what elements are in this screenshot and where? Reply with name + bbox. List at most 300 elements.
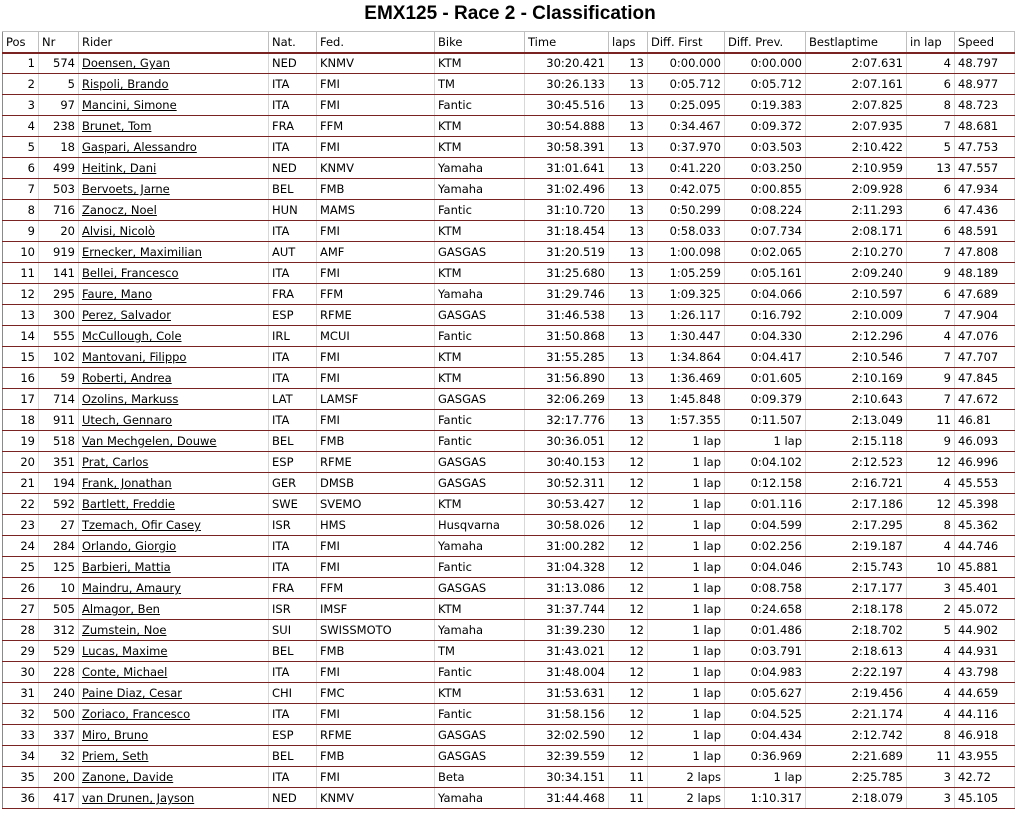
cell-diff-prev: 0:04.102 xyxy=(725,452,806,473)
cell-time: 30:58.026 xyxy=(525,515,609,536)
cell-nr: 505 xyxy=(39,599,79,620)
cell-bestlaptime: 2:09.240 xyxy=(806,263,907,284)
cell-bestlaptime: 2:16.721 xyxy=(806,473,907,494)
cell-pos: 36 xyxy=(3,788,39,809)
table-row xyxy=(3,179,1015,200)
table-row xyxy=(3,242,1015,263)
rider-link[interactable]: Ozolins, Markuss xyxy=(79,389,269,410)
cell-nr: 240 xyxy=(39,683,79,704)
cell-time: 31:00.282 xyxy=(525,536,609,557)
cell-time: 31:25.680 xyxy=(525,263,609,284)
cell-nat: ITA xyxy=(269,74,317,95)
cell-diff-first: 0:25.095 xyxy=(648,95,725,116)
cell-diff-first: 1 lap xyxy=(648,494,725,515)
cell-pos: 19 xyxy=(3,431,39,452)
cell-time: 31:18.454 xyxy=(525,221,609,242)
rider-link[interactable]: Gaspari, Alessandro xyxy=(79,137,269,158)
cell-diff-first: 1 lap xyxy=(648,704,725,725)
cell-nr: 141 xyxy=(39,263,79,284)
cell-in-lap: 3 xyxy=(907,578,955,599)
cell-bike: Fantic xyxy=(435,431,525,452)
cell-in-lap: 4 xyxy=(907,53,955,74)
cell-bike: KTM xyxy=(435,599,525,620)
cell-bike: GASGAS xyxy=(435,578,525,599)
cell-bestlaptime: 2:21.174 xyxy=(806,704,907,725)
cell-fed: FMI xyxy=(317,95,435,116)
cell-nat: ITA xyxy=(269,410,317,431)
cell-laps: 13 xyxy=(609,347,648,368)
cell-laps: 12 xyxy=(609,599,648,620)
cell-diff-prev: 0:09.372 xyxy=(725,116,806,137)
table-row xyxy=(3,536,1015,557)
cell-diff-first: 1 lap xyxy=(648,620,725,641)
cell-laps: 13 xyxy=(609,389,648,410)
cell-nat: ITA xyxy=(269,557,317,578)
table-row xyxy=(3,599,1015,620)
rider-link[interactable]: Roberti, Andrea xyxy=(79,368,269,389)
cell-nat: ESP xyxy=(269,305,317,326)
cell-bestlaptime: 2:18.178 xyxy=(806,599,907,620)
cell-bike: KTM xyxy=(435,683,525,704)
cell-nr: 125 xyxy=(39,557,79,578)
rider-link[interactable]: Doensen, Gyan xyxy=(79,53,269,74)
cell-nr: 295 xyxy=(39,284,79,305)
cell-diff-prev: 0:02.065 xyxy=(725,242,806,263)
cell-speed: 46.996 xyxy=(955,452,1015,473)
cell-pos: 7 xyxy=(3,179,39,200)
cell-nat: ITA xyxy=(269,536,317,557)
cell-nat: CHI xyxy=(269,683,317,704)
cell-laps: 13 xyxy=(609,116,648,137)
cell-laps: 13 xyxy=(609,179,648,200)
table-row xyxy=(3,788,1015,809)
table-row xyxy=(3,305,1015,326)
cell-fed: AMF xyxy=(317,242,435,263)
cell-nat: AUT xyxy=(269,242,317,263)
cell-nat: ISR xyxy=(269,515,317,536)
cell-in-lap: 3 xyxy=(907,788,955,809)
cell-pos: 26 xyxy=(3,578,39,599)
cell-diff-first: 1 lap xyxy=(648,431,725,452)
cell-in-lap: 4 xyxy=(907,683,955,704)
table-row xyxy=(3,662,1015,683)
cell-pos: 10 xyxy=(3,242,39,263)
cell-time: 31:44.468 xyxy=(525,788,609,809)
cell-time: 31:58.156 xyxy=(525,704,609,725)
rider-link[interactable]: Mancini, Simone xyxy=(79,95,269,116)
rider-link[interactable]: Almagor, Ben xyxy=(79,599,269,620)
cell-bike: TM xyxy=(435,74,525,95)
cell-fed: RFME xyxy=(317,305,435,326)
cell-laps: 13 xyxy=(609,137,648,158)
cell-fed: HMS xyxy=(317,515,435,536)
cell-diff-prev: 0:01.116 xyxy=(725,494,806,515)
cell-pos: 20 xyxy=(3,452,39,473)
cell-fed: IMSF xyxy=(317,599,435,620)
cell-laps: 12 xyxy=(609,746,648,767)
cell-nr: 337 xyxy=(39,725,79,746)
cell-diff-first: 1 lap xyxy=(648,725,725,746)
cell-diff-prev: 0:04.434 xyxy=(725,725,806,746)
cell-in-lap: 9 xyxy=(907,368,955,389)
cell-bike: KTM xyxy=(435,116,525,137)
cell-pos: 5 xyxy=(3,137,39,158)
table-row xyxy=(3,767,1015,788)
cell-bike: GASGAS xyxy=(435,305,525,326)
rider-link[interactable]: Frank, Jonathan xyxy=(79,473,269,494)
cell-nat: ESP xyxy=(269,452,317,473)
cell-bestlaptime: 2:25.785 xyxy=(806,767,907,788)
cell-bike: Husqvarna xyxy=(435,515,525,536)
cell-speed: 45.362 xyxy=(955,515,1015,536)
cell-bestlaptime: 2:17.177 xyxy=(806,578,907,599)
table-row xyxy=(3,200,1015,221)
cell-pos: 14 xyxy=(3,326,39,347)
cell-bike: GASGAS xyxy=(435,746,525,767)
cell-fed: FMI xyxy=(317,536,435,557)
cell-pos: 28 xyxy=(3,620,39,641)
cell-time: 30:34.151 xyxy=(525,767,609,788)
cell-bestlaptime: 2:18.702 xyxy=(806,620,907,641)
cell-time: 31:20.519 xyxy=(525,242,609,263)
column-header-in-lap: in lap xyxy=(907,32,955,53)
cell-bestlaptime: 2:10.597 xyxy=(806,284,907,305)
cell-pos: 33 xyxy=(3,725,39,746)
cell-nat: HUN xyxy=(269,200,317,221)
cell-laps: 12 xyxy=(609,473,648,494)
cell-pos: 3 xyxy=(3,95,39,116)
table-body xyxy=(3,53,1015,809)
rider-link[interactable]: Faure, Mano xyxy=(79,284,269,305)
cell-bestlaptime: 2:10.546 xyxy=(806,347,907,368)
cell-pos: 16 xyxy=(3,368,39,389)
cell-in-lap: 10 xyxy=(907,557,955,578)
cell-nr: 194 xyxy=(39,473,79,494)
cell-diff-first: 1 lap xyxy=(648,515,725,536)
cell-in-lap: 13 xyxy=(907,158,955,179)
cell-bike: Yamaha xyxy=(435,179,525,200)
cell-diff-first: 0:41.220 xyxy=(648,158,725,179)
cell-nat: ISR xyxy=(269,599,317,620)
cell-laps: 13 xyxy=(609,263,648,284)
page-title: EMX125 - Race 2 - Classification xyxy=(364,3,656,24)
classification-table xyxy=(2,31,1015,809)
rider-link[interactable]: Orlando, Giorgio xyxy=(79,536,269,557)
cell-nr: 10 xyxy=(39,578,79,599)
cell-diff-prev: 0:00.000 xyxy=(725,53,806,74)
cell-diff-first: 0:37.970 xyxy=(648,137,725,158)
cell-bestlaptime: 2:10.270 xyxy=(806,242,907,263)
rider-link[interactable]: Barbieri, Mattia xyxy=(79,557,269,578)
cell-laps: 12 xyxy=(609,431,648,452)
cell-laps: 11 xyxy=(609,767,648,788)
cell-speed: 47.076 xyxy=(955,326,1015,347)
cell-diff-first: 0:34.467 xyxy=(648,116,725,137)
table-row xyxy=(3,557,1015,578)
rider-link[interactable]: Paine Diaz, Cesar xyxy=(79,683,269,704)
cell-laps: 12 xyxy=(609,557,648,578)
cell-speed: 47.753 xyxy=(955,137,1015,158)
column-header-pos: Pos xyxy=(3,32,39,53)
rider-link[interactable]: Ernecker, Maximilian xyxy=(79,242,269,263)
rider-link[interactable]: Zumstein, Noe xyxy=(79,620,269,641)
cell-bestlaptime: 2:13.049 xyxy=(806,410,907,431)
cell-in-lap: 4 xyxy=(907,326,955,347)
cell-fed: DMSB xyxy=(317,473,435,494)
cell-diff-first: 1:00.098 xyxy=(648,242,725,263)
cell-nat: ITA xyxy=(269,767,317,788)
cell-diff-prev: 0:00.855 xyxy=(725,179,806,200)
cell-speed: 44.659 xyxy=(955,683,1015,704)
table-row xyxy=(3,284,1015,305)
cell-laps: 13 xyxy=(609,284,648,305)
rider-link[interactable]: Prat, Carlos xyxy=(79,452,269,473)
rider-link[interactable]: Priem, Seth xyxy=(79,746,269,767)
cell-in-lap: 11 xyxy=(907,410,955,431)
cell-diff-prev: 0:03.503 xyxy=(725,137,806,158)
rider-link[interactable]: Maindru, Amaury xyxy=(79,578,269,599)
cell-speed: 45.398 xyxy=(955,494,1015,515)
cell-nr: 18 xyxy=(39,137,79,158)
cell-in-lap: 7 xyxy=(907,242,955,263)
cell-in-lap: 5 xyxy=(907,620,955,641)
cell-diff-first: 1:09.325 xyxy=(648,284,725,305)
cell-diff-prev: 0:05.627 xyxy=(725,683,806,704)
cell-nr: 518 xyxy=(39,431,79,452)
cell-bike: Yamaha xyxy=(435,620,525,641)
cell-diff-prev: 1 lap xyxy=(725,767,806,788)
cell-diff-prev: 0:01.605 xyxy=(725,368,806,389)
rider-link[interactable]: Lucas, Maxime xyxy=(79,641,269,662)
cell-bestlaptime: 2:09.928 xyxy=(806,179,907,200)
cell-time: 31:37.744 xyxy=(525,599,609,620)
table-row xyxy=(3,431,1015,452)
column-header-diff-prev: Diff. Prev. xyxy=(725,32,806,53)
cell-diff-first: 1:30.447 xyxy=(648,326,725,347)
rider-link[interactable]: Van Mechgelen, Douwe xyxy=(79,431,269,452)
cell-laps: 13 xyxy=(609,242,648,263)
cell-speed: 42.72 xyxy=(955,767,1015,788)
cell-fed: KNMV xyxy=(317,158,435,179)
cell-bestlaptime: 2:12.742 xyxy=(806,725,907,746)
cell-bike: Beta xyxy=(435,767,525,788)
cell-diff-prev: 0:02.256 xyxy=(725,536,806,557)
cell-nat: FRA xyxy=(269,578,317,599)
cell-in-lap: 4 xyxy=(907,473,955,494)
cell-speed: 47.707 xyxy=(955,347,1015,368)
rider-link[interactable]: Bartlett, Freddie xyxy=(79,494,269,515)
rider-link[interactable]: Tzemach, Ofir Casey xyxy=(79,515,269,536)
cell-speed: 45.072 xyxy=(955,599,1015,620)
cell-nat: FRA xyxy=(269,284,317,305)
cell-diff-first: 1:26.117 xyxy=(648,305,725,326)
cell-speed: 48.591 xyxy=(955,221,1015,242)
cell-nat: NED xyxy=(269,788,317,809)
cell-diff-prev: 0:04.066 xyxy=(725,284,806,305)
cell-bike: Fantic xyxy=(435,326,525,347)
cell-diff-prev: 0:03.791 xyxy=(725,641,806,662)
cell-laps: 12 xyxy=(609,641,648,662)
cell-nr: 300 xyxy=(39,305,79,326)
rider-link[interactable]: Zanocz, Noel xyxy=(79,200,269,221)
cell-nr: 592 xyxy=(39,494,79,515)
table-row xyxy=(3,326,1015,347)
cell-time: 31:46.538 xyxy=(525,305,609,326)
cell-speed: 45.553 xyxy=(955,473,1015,494)
cell-nat: ITA xyxy=(269,137,317,158)
rider-link[interactable]: Mantovani, Filippo xyxy=(79,347,269,368)
cell-diff-first: 2 laps xyxy=(648,767,725,788)
cell-bike: KTM xyxy=(435,53,525,74)
cell-nr: 714 xyxy=(39,389,79,410)
rider-link[interactable]: Heitink, Dani xyxy=(79,158,269,179)
column-header-bike: Bike xyxy=(435,32,525,53)
cell-diff-prev: 1:10.317 xyxy=(725,788,806,809)
cell-nr: 351 xyxy=(39,452,79,473)
cell-bike: Fantic xyxy=(435,557,525,578)
header-row xyxy=(3,32,1015,53)
cell-nat: SWE xyxy=(269,494,317,515)
rider-link[interactable]: Perez, Salvador xyxy=(79,305,269,326)
cell-diff-first: 1:45.848 xyxy=(648,389,725,410)
cell-diff-first: 1 lap xyxy=(648,599,725,620)
cell-pos: 23 xyxy=(3,515,39,536)
rider-link[interactable]: Zoriaco, Francesco xyxy=(79,704,269,725)
rider-link[interactable]: Utech, Gennaro xyxy=(79,410,269,431)
cell-bike: Fantic xyxy=(435,200,525,221)
cell-laps: 12 xyxy=(609,683,648,704)
column-header-fed: Fed. xyxy=(317,32,435,53)
cell-fed: FMI xyxy=(317,368,435,389)
rider-link[interactable]: Brunet, Tom xyxy=(79,116,269,137)
cell-pos: 12 xyxy=(3,284,39,305)
cell-pos: 34 xyxy=(3,746,39,767)
cell-in-lap: 4 xyxy=(907,704,955,725)
cell-nr: 32 xyxy=(39,746,79,767)
cell-time: 31:01.641 xyxy=(525,158,609,179)
cell-laps: 13 xyxy=(609,305,648,326)
cell-bestlaptime: 2:22.197 xyxy=(806,662,907,683)
cell-in-lap: 3 xyxy=(907,767,955,788)
cell-nat: GER xyxy=(269,473,317,494)
cell-in-lap: 6 xyxy=(907,74,955,95)
cell-nat: ITA xyxy=(269,368,317,389)
table-row xyxy=(3,74,1015,95)
cell-bestlaptime: 2:10.959 xyxy=(806,158,907,179)
cell-diff-first: 1:36.469 xyxy=(648,368,725,389)
cell-pos: 13 xyxy=(3,305,39,326)
cell-nr: 200 xyxy=(39,767,79,788)
cell-bestlaptime: 2:11.293 xyxy=(806,200,907,221)
rider-link[interactable]: Bervoets, Jarne xyxy=(79,179,269,200)
rider-link[interactable]: Bellei, Francesco xyxy=(79,263,269,284)
cell-time: 30:40.153 xyxy=(525,452,609,473)
cell-nat: BEL xyxy=(269,431,317,452)
cell-nr: 499 xyxy=(39,158,79,179)
rider-link[interactable]: Alvisi, Nicolò xyxy=(79,221,269,242)
cell-nat: NED xyxy=(269,53,317,74)
rider-link[interactable]: Rispoli, Brando xyxy=(79,74,269,95)
cell-bestlaptime: 2:15.118 xyxy=(806,431,907,452)
cell-diff-prev: 0:04.417 xyxy=(725,347,806,368)
cell-nr: 919 xyxy=(39,242,79,263)
cell-bike: Yamaha xyxy=(435,536,525,557)
cell-nat: ITA xyxy=(269,95,317,116)
rider-link[interactable]: Conte, Michael xyxy=(79,662,269,683)
cell-bestlaptime: 2:07.935 xyxy=(806,116,907,137)
cell-diff-prev: 0:09.379 xyxy=(725,389,806,410)
rider-link[interactable]: McCullough, Cole xyxy=(79,326,269,347)
cell-diff-first: 1 lap xyxy=(648,662,725,683)
cell-bestlaptime: 2:10.169 xyxy=(806,368,907,389)
cell-bike: KTM xyxy=(435,263,525,284)
table-row xyxy=(3,452,1015,473)
column-header-diff-first: Diff. First xyxy=(648,32,725,53)
cell-in-lap: 12 xyxy=(907,452,955,473)
cell-nr: 312 xyxy=(39,620,79,641)
cell-speed: 47.808 xyxy=(955,242,1015,263)
cell-speed: 46.093 xyxy=(955,431,1015,452)
cell-fed: FMB xyxy=(317,641,435,662)
cell-diff-prev: 0:11.507 xyxy=(725,410,806,431)
cell-time: 31:53.631 xyxy=(525,683,609,704)
cell-time: 32:06.269 xyxy=(525,389,609,410)
table-row xyxy=(3,158,1015,179)
cell-laps: 13 xyxy=(609,410,648,431)
cell-laps: 12 xyxy=(609,725,648,746)
cell-diff-prev: 0:04.046 xyxy=(725,557,806,578)
cell-pos: 29 xyxy=(3,641,39,662)
cell-fed: FMI xyxy=(317,662,435,683)
cell-nr: 5 xyxy=(39,74,79,95)
cell-laps: 13 xyxy=(609,368,648,389)
cell-diff-prev: 0:01.486 xyxy=(725,620,806,641)
cell-laps: 13 xyxy=(609,74,648,95)
cell-nr: 911 xyxy=(39,410,79,431)
cell-bestlaptime: 2:17.295 xyxy=(806,515,907,536)
cell-speed: 46.918 xyxy=(955,725,1015,746)
cell-bestlaptime: 2:18.613 xyxy=(806,641,907,662)
table-row xyxy=(3,389,1015,410)
cell-in-lap: 9 xyxy=(907,431,955,452)
cell-diff-first: 0:42.075 xyxy=(648,179,725,200)
cell-fed: FMI xyxy=(317,221,435,242)
cell-time: 31:04.328 xyxy=(525,557,609,578)
cell-diff-prev: 0:04.983 xyxy=(725,662,806,683)
cell-pos: 17 xyxy=(3,389,39,410)
cell-fed: RFME xyxy=(317,452,435,473)
cell-nat: BEL xyxy=(269,641,317,662)
cell-in-lap: 6 xyxy=(907,200,955,221)
cell-diff-first: 1 lap xyxy=(648,536,725,557)
cell-time: 30:58.391 xyxy=(525,137,609,158)
cell-time: 31:13.086 xyxy=(525,578,609,599)
rider-link[interactable]: Miro, Bruno xyxy=(79,725,269,746)
table-row xyxy=(3,221,1015,242)
cell-pos: 35 xyxy=(3,767,39,788)
rider-link[interactable]: van Drunen, Jayson xyxy=(79,788,269,809)
cell-time: 30:36.051 xyxy=(525,431,609,452)
cell-nr: 102 xyxy=(39,347,79,368)
cell-in-lap: 7 xyxy=(907,347,955,368)
cell-in-lap: 12 xyxy=(907,494,955,515)
rider-link[interactable]: Zanone, Davide xyxy=(79,767,269,788)
cell-diff-prev: 0:08.758 xyxy=(725,578,806,599)
cell-nat: BEL xyxy=(269,179,317,200)
cell-fed: FMI xyxy=(317,557,435,578)
cell-speed: 48.189 xyxy=(955,263,1015,284)
cell-diff-first: 0:50.299 xyxy=(648,200,725,221)
